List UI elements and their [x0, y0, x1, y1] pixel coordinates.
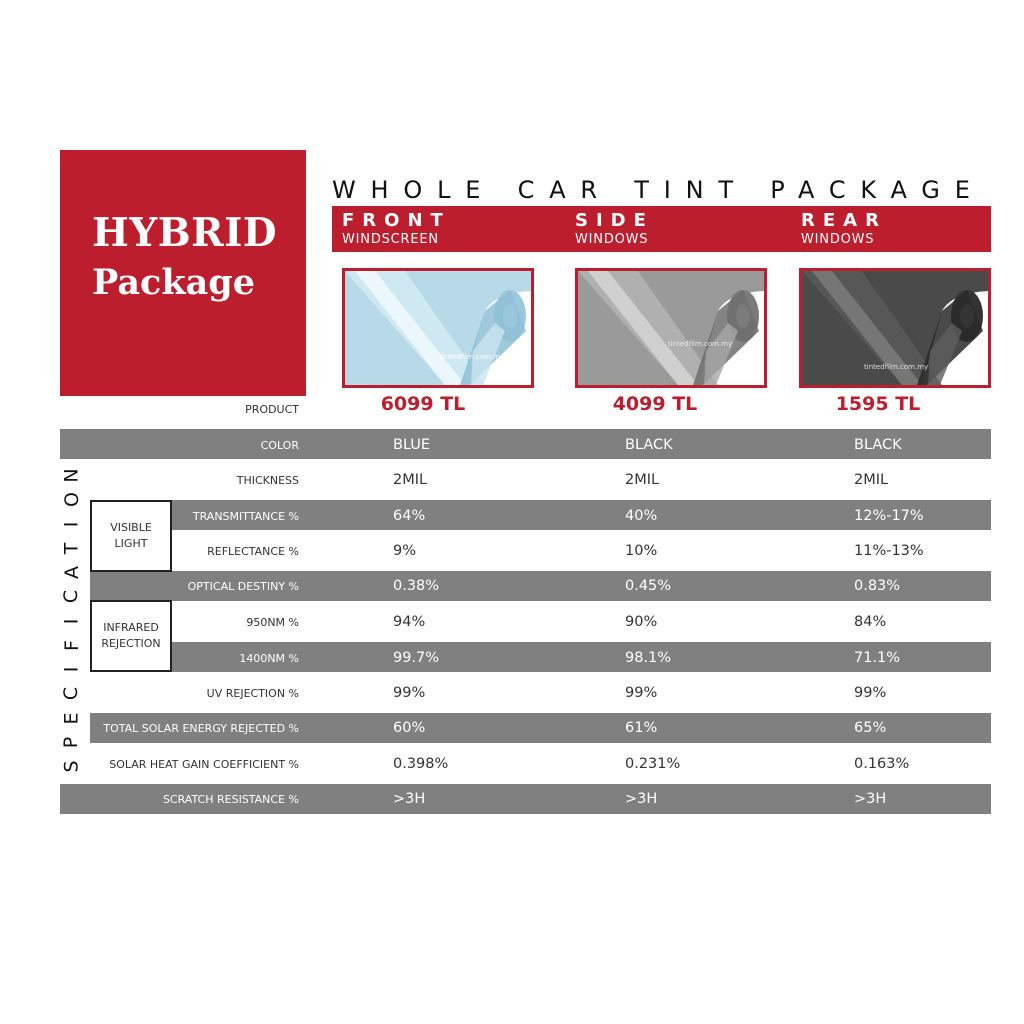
value-1400nm-front: 99.7%: [393, 650, 440, 666]
value-reflectance-side: 10%: [625, 543, 658, 559]
film-image-side: [575, 268, 767, 388]
value-1400nm-rear: 71.1%: [854, 650, 901, 666]
value-scratch-rear: >3H: [854, 791, 887, 807]
row-label-shgc: SOLAR HEAT GAIN COEFFICIENT %: [109, 758, 299, 771]
product-name-side: 4099 TL: [612, 393, 698, 415]
column-subheader-rear: WINDOWS: [801, 232, 875, 247]
row-label-950nm: 950NM %: [246, 616, 299, 629]
row-label-total-solar: TOTAL SOLAR ENERGY REJECTED %: [103, 722, 299, 735]
value-950nm-side: 90%: [625, 614, 658, 630]
row-label-transmittance: TRANSMITTANCE %: [192, 510, 299, 523]
row-label-scratch: SCRATCH RESISTANCE %: [162, 793, 299, 806]
film-watermark-rear: tintedfilm.com.my: [864, 363, 929, 371]
value-optical-rear: 0.83%: [854, 578, 901, 594]
group-infrared-label: INFRARED REJECTION: [101, 621, 161, 650]
row-band-color: [60, 429, 991, 459]
value-shgc-side: 0.231%: [625, 756, 681, 772]
group-infrared-rejection: [90, 600, 172, 672]
value-transmittance-rear: 12%-17%: [854, 508, 924, 524]
film-image-front: [342, 268, 534, 388]
film-image-rear: [799, 268, 991, 388]
value-thickness-rear: 2MIL: [854, 472, 889, 488]
value-uv-front: 99%: [393, 685, 426, 701]
value-950nm-front: 94%: [393, 614, 426, 630]
column-subheader-side: WINDOWS: [575, 232, 649, 247]
film-watermark-side: tintedfilm.com.my: [668, 340, 733, 348]
value-thickness-side: 2MIL: [625, 472, 660, 488]
value-optical-front: 0.38%: [393, 578, 440, 594]
product-name-front: 6099 TL: [380, 393, 466, 415]
group-visible-light: [90, 500, 172, 572]
value-total-solar-rear: 65%: [854, 720, 887, 736]
value-total-solar-front: 60%: [393, 720, 426, 736]
row-label-reflectance: REFLECTANCE %: [207, 545, 299, 558]
film-watermark-front: tintedfilm.com.my: [440, 353, 505, 361]
row-label-thickness: THICKNESS: [236, 474, 299, 487]
value-uv-rear: 99%: [854, 685, 887, 701]
package-subtitle: Package: [92, 262, 256, 303]
column-subheader-front: WINDSCREEN: [342, 232, 439, 247]
value-transmittance-side: 40%: [625, 508, 658, 524]
value-thickness-front: 2MIL: [393, 472, 428, 488]
value-shgc-front: 0.398%: [393, 756, 449, 772]
value-scratch-front: >3H: [393, 791, 426, 807]
value-1400nm-side: 98.1%: [625, 650, 672, 666]
value-transmittance-front: 64%: [393, 508, 426, 524]
package-title: HYBRID: [92, 210, 278, 256]
value-uv-side: 99%: [625, 685, 658, 701]
row-label-color: COLOR: [260, 439, 299, 452]
group-visible-light-label: VISIBLE LIGHT: [110, 521, 152, 550]
value-color-side: BLACK: [625, 437, 673, 453]
column-header-rear: REAR: [801, 210, 887, 231]
value-total-solar-side: 61%: [625, 720, 658, 736]
value-reflectance-rear: 11%-13%: [854, 543, 924, 559]
specification-vertical-label: N O I T A C I F I C E P S: [60, 468, 83, 773]
value-950nm-rear: 84%: [854, 614, 887, 630]
column-header-side: SIDE: [575, 210, 654, 231]
row-label-optical: OPTICAL DESTINY %: [187, 580, 299, 593]
value-reflectance-front: 9%: [393, 543, 417, 559]
value-shgc-rear: 0.163%: [854, 756, 910, 772]
value-color-rear: BLACK: [854, 437, 902, 453]
column-header-front: FRONT: [342, 210, 451, 231]
page-title: WHOLE CAR TINT PACKAGE: [332, 176, 985, 204]
row-label-uv: UV REJECTION %: [206, 687, 299, 700]
row-label-1400nm: 1400NM %: [239, 652, 299, 665]
product-name-rear: 1595 TL: [835, 393, 921, 415]
value-optical-side: 0.45%: [625, 578, 672, 594]
value-color-front: BLUE: [393, 437, 431, 453]
value-scratch-side: >3H: [625, 791, 658, 807]
product-label: PRODUCT: [245, 403, 299, 416]
